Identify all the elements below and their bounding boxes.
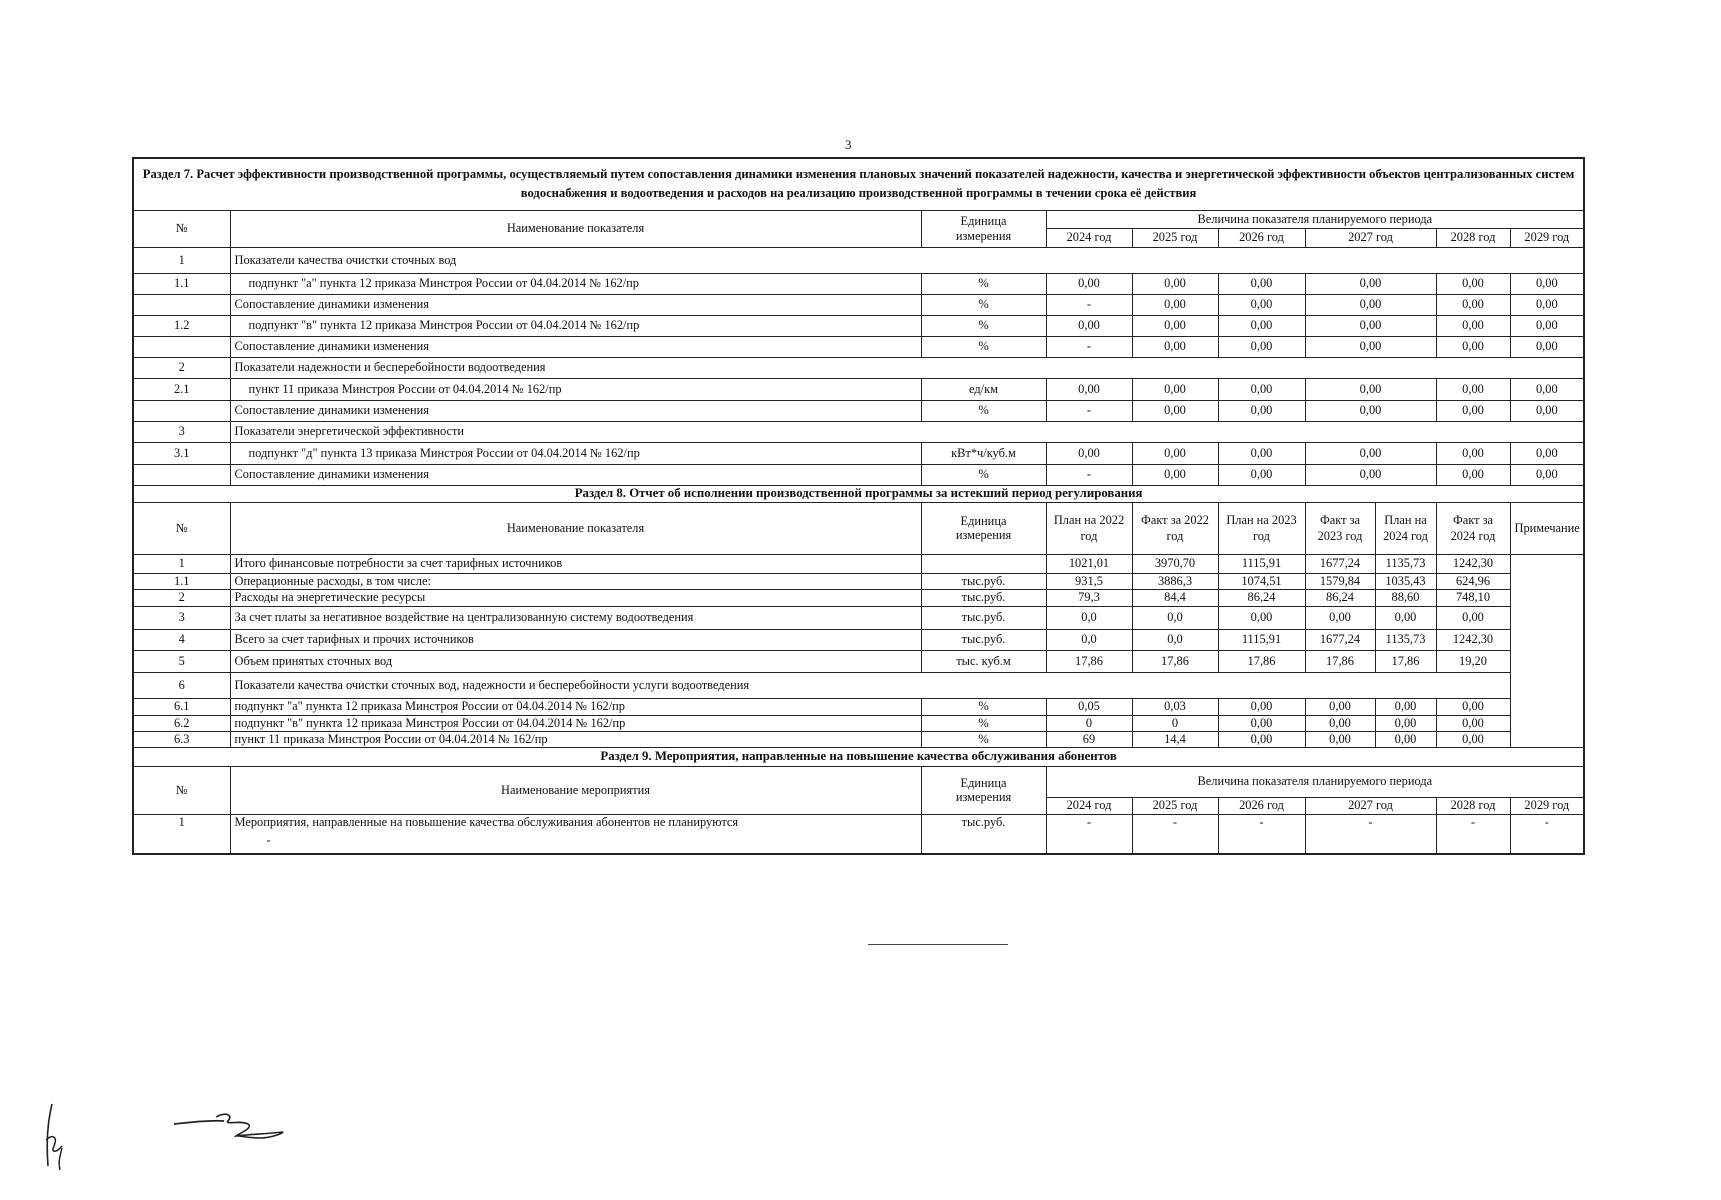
value-cell: 0,00 — [1218, 378, 1305, 400]
section7-group-row — [133, 357, 1584, 378]
value-cell: 0,00 — [1436, 315, 1510, 336]
value-cell: 931,5 — [1046, 573, 1132, 589]
section7-group-row — [133, 247, 1584, 273]
col-header-period: Величина показателя планируемого периода — [1046, 766, 1584, 797]
value-cell: 0,00 — [1046, 378, 1132, 400]
row-number: 1.2 — [133, 315, 230, 336]
col-header-period: Факт за 2022 год — [1132, 502, 1218, 554]
value-cell: 17,86 — [1305, 650, 1375, 672]
value-cell: 1115,91 — [1218, 554, 1305, 573]
unit: тыс.руб. — [921, 629, 1046, 650]
value-cell: 0,00 — [1305, 606, 1375, 629]
value-cell: 0,00 — [1046, 442, 1132, 464]
group-name: Показатели энергетической эффективности — [230, 421, 1584, 442]
indicator-name: Расходы на энергетические ресурсы — [230, 589, 921, 606]
indicator-name: подпункт "а" пункта 12 приказа Минстроя России от 04.04.2014 № 162/пр — [230, 698, 921, 715]
value-cell: 0,00 — [1218, 698, 1305, 715]
unit: тыс.руб. — [921, 814, 1046, 854]
value-cell: 0,00 — [1132, 315, 1218, 336]
row-number: 4 — [133, 629, 230, 650]
col-header-year: 2024 год — [1046, 797, 1132, 814]
group-name: Показатели качества очистки сточных вод, надежности и бесперебойности услуги водоотведения — [230, 672, 1510, 698]
measure-dash: - — [266, 832, 271, 847]
section9-title-row — [133, 747, 1584, 766]
value-cell: 0,0 — [1046, 629, 1132, 650]
col-header-year: 2024 год — [1046, 228, 1132, 247]
section9-header-row — [133, 766, 1584, 797]
header-line-1: Единица — [960, 513, 1007, 528]
col-header-year: 2025 год — [1132, 228, 1218, 247]
header-line-2: измерения — [955, 228, 1012, 243]
value-cell: 0,00 — [1436, 400, 1510, 421]
value-cell: 0,00 — [1218, 294, 1305, 315]
value-cell: 0,00 — [1132, 294, 1218, 315]
value-cell: 88,60 — [1375, 589, 1436, 606]
value-cell: 0,00 — [1305, 336, 1436, 357]
unit: % — [921, 715, 1046, 731]
value-cell: 0,00 — [1305, 400, 1436, 421]
section8-header-row — [133, 502, 1584, 554]
value-cell: 0,00 — [1218, 715, 1305, 731]
section9-data-row — [133, 814, 1584, 854]
value-cell: 1677,24 — [1305, 554, 1375, 573]
value-cell: 0,00 — [1132, 464, 1218, 485]
section7-header-row — [133, 210, 1584, 228]
row-number: 1 — [133, 814, 230, 854]
indicator-name: Всего за счет тарифных и прочих источников — [230, 629, 921, 650]
row-number: 1.1 — [133, 573, 230, 589]
header-line-2: измерения — [955, 790, 1012, 804]
col-header-num: № — [133, 502, 230, 554]
section8-data-row — [133, 554, 1584, 573]
value-cell: 0,00 — [1510, 442, 1584, 464]
unit — [921, 554, 1046, 573]
value-cell: 0 — [1046, 715, 1132, 731]
value-cell: 0,00 — [1510, 464, 1584, 485]
col-header-year: 2027 год — [1305, 797, 1436, 814]
indicator-name: Итого финансовые потребности за счет тарифных источников — [230, 554, 921, 573]
initials-mark — [38, 1100, 78, 1175]
header-line-2: измерения — [955, 528, 1012, 542]
col-header-year: 2027 год — [1305, 228, 1436, 247]
value-cell: 0,00 — [1305, 378, 1436, 400]
unit: ед/км — [921, 378, 1046, 400]
indicator-name: Сопоставление динамики изменения — [230, 464, 921, 485]
indicator-name: Сопоставление динамики изменения — [230, 336, 921, 357]
row-number — [133, 400, 230, 421]
col-header-name: Наименование показателя — [230, 502, 921, 554]
value-cell: 0,00 — [1436, 464, 1510, 485]
value-cell: 0,00 — [1436, 698, 1510, 715]
unit: % — [921, 273, 1046, 294]
value-cell: 0,00 — [1436, 336, 1510, 357]
section7-data-row — [133, 442, 1584, 464]
group-name: Показатели надежности и бесперебойности водоотведения — [230, 357, 1584, 378]
value-cell: 0,00 — [1436, 442, 1510, 464]
value-cell: 0,00 — [1218, 336, 1305, 357]
row-number: 5 — [133, 650, 230, 672]
col-header-period: Величина показателя планируемого периода — [1046, 210, 1584, 228]
col-header-period: Факт за 2024 год — [1436, 502, 1510, 554]
unit: % — [921, 400, 1046, 421]
value-cell: - — [1046, 336, 1132, 357]
section7-data-row — [133, 294, 1584, 315]
section7-title: Раздел 7. Расчет эффективности производственной программы, осуществляемый путем сопоставления динамики изменения плановых значений показателей надежности, качества и энергетической эффективности объектов централизованных систем водоснабжения и водоотведения и расходов на реализацию производственной программы в течении срока её действия — [133, 158, 1584, 210]
section8-data-row — [133, 606, 1584, 629]
measure-text: Мероприятия, направленные на повышение качества обслуживания абонентов не планируются — [234, 814, 739, 829]
row-number: 6.2 — [133, 715, 230, 731]
value-cell: - — [1218, 814, 1305, 854]
value-cell: 0,0 — [1132, 606, 1218, 629]
value-cell: 17,86 — [1046, 650, 1132, 672]
value-cell: 0,00 — [1132, 378, 1218, 400]
section8-group-row — [133, 672, 1584, 698]
value-cell: 0,00 — [1218, 731, 1305, 747]
value-cell: 624,96 — [1436, 573, 1510, 589]
value-cell: 0,00 — [1436, 273, 1510, 294]
value-cell: 1242,30 — [1436, 629, 1510, 650]
row-number: 6 — [133, 672, 230, 698]
value-cell: 84,4 — [1132, 589, 1218, 606]
section7-title-row — [133, 158, 1584, 210]
value-cell: 0,00 — [1305, 731, 1375, 747]
value-cell: 17,86 — [1132, 650, 1218, 672]
section7-data-row — [133, 273, 1584, 294]
unit: % — [921, 698, 1046, 715]
col-header-year: 2028 год — [1436, 797, 1510, 814]
value-cell: 0,00 — [1375, 731, 1436, 747]
value-cell: 86,24 — [1218, 589, 1305, 606]
value-cell: 69 — [1046, 731, 1132, 747]
value-cell: 0,00 — [1218, 400, 1305, 421]
value-cell: - — [1305, 814, 1436, 854]
value-cell: 1115,91 — [1218, 629, 1305, 650]
col-header-num: № — [133, 210, 230, 247]
report-table — [132, 157, 1585, 855]
indicator-name: пункт 11 приказа Минстроя России от 04.04.2014 № 162/пр — [230, 378, 921, 400]
unit: тыс.руб. — [921, 606, 1046, 629]
section9-title: Раздел 9. Мероприятия, направленные на повышение качества обслуживания абонентов — [133, 747, 1584, 766]
value-cell: 748,10 — [1436, 589, 1510, 606]
unit: % — [921, 464, 1046, 485]
col-header-year: 2029 год — [1510, 228, 1584, 247]
value-cell: 0,00 — [1375, 715, 1436, 731]
col-header-name: Наименование показателя — [230, 210, 921, 247]
value-cell: 0,05 — [1046, 698, 1132, 715]
section8-data-row — [133, 573, 1584, 589]
value-cell: 1035,43 — [1375, 573, 1436, 589]
indicator-name: Сопоставление динамики изменения — [230, 400, 921, 421]
value-cell: 1677,24 — [1305, 629, 1375, 650]
col-header-note: Примечание — [1510, 502, 1584, 554]
indicator-name: Объем принятых сточных вод — [230, 650, 921, 672]
row-number: 6.1 — [133, 698, 230, 715]
value-cell: 1135,73 — [1375, 554, 1436, 573]
indicator-name: За счет платы за негативное воздействие на централизованную систему водоотведения — [230, 606, 921, 629]
section8-data-row — [133, 629, 1584, 650]
col-header-year: 2025 год — [1132, 797, 1218, 814]
row-number: 1 — [133, 554, 230, 573]
report-table-body — [133, 158, 1584, 854]
section7-group-row — [133, 421, 1584, 442]
value-cell: 3886,3 — [1132, 573, 1218, 589]
value-cell: 3970,70 — [1132, 554, 1218, 573]
value-cell: 0,00 — [1436, 606, 1510, 629]
value-cell: 0,00 — [1436, 294, 1510, 315]
value-cell: 0,00 — [1046, 315, 1132, 336]
row-number: 1.1 — [133, 273, 230, 294]
value-cell: 0,00 — [1510, 273, 1584, 294]
col-header-period: План на 2022 год — [1046, 502, 1132, 554]
value-cell: - — [1510, 814, 1584, 854]
note-cell — [1510, 554, 1584, 747]
unit: тыс.руб. — [921, 573, 1046, 589]
value-cell: 0,00 — [1375, 698, 1436, 715]
value-cell: 0,00 — [1510, 315, 1584, 336]
row-number: 3.1 — [133, 442, 230, 464]
indicator-name: Операционные расходы, в том числе: — [230, 573, 921, 589]
value-cell: 1242,30 — [1436, 554, 1510, 573]
section8-data-row — [133, 589, 1584, 606]
unit: % — [921, 336, 1046, 357]
section8-data-row — [133, 731, 1584, 747]
value-cell: 0,00 — [1510, 378, 1584, 400]
section7-data-row — [133, 336, 1584, 357]
row-number: 2 — [133, 357, 230, 378]
col-header-num: № — [133, 766, 230, 814]
col-header-period: Факт за 2023 год — [1305, 502, 1375, 554]
measure-name — [230, 814, 921, 854]
value-cell: 0,00 — [1218, 442, 1305, 464]
indicator-name: подпункт "д" пункта 13 приказа Минстроя России от 04.04.2014 № 162/пр — [230, 442, 921, 464]
indicator-name: подпункт "в" пункта 12 приказа Минстроя России от 04.04.2014 № 162/пр — [230, 715, 921, 731]
indicator-name: пункт 11 приказа Минстроя России от 04.04.2014 № 162/пр — [230, 731, 921, 747]
col-header-year: 2029 год — [1510, 797, 1584, 814]
value-cell: 0 — [1132, 715, 1218, 731]
section8-data-row — [133, 650, 1584, 672]
value-cell: 0,0 — [1046, 606, 1132, 629]
unit: тыс.руб. — [921, 589, 1046, 606]
value-cell: 0,00 — [1132, 273, 1218, 294]
value-cell: 0,00 — [1046, 273, 1132, 294]
value-cell: 14,4 — [1132, 731, 1218, 747]
value-cell: 0,0 — [1132, 629, 1218, 650]
row-number — [133, 294, 230, 315]
unit: кВт*ч/куб.м — [921, 442, 1046, 464]
value-cell: 0,00 — [1218, 464, 1305, 485]
value-cell: 1074,51 — [1218, 573, 1305, 589]
value-cell: 0,00 — [1305, 294, 1436, 315]
value-cell: 17,86 — [1218, 650, 1305, 672]
section8-title-row — [133, 485, 1584, 502]
row-number: 6.3 — [133, 731, 230, 747]
col-header-unit — [921, 502, 1046, 554]
page-number: 3 — [845, 137, 852, 152]
value-cell: 0,00 — [1436, 715, 1510, 731]
row-number: 1 — [133, 247, 230, 273]
value-cell: - — [1132, 814, 1218, 854]
col-header-year: 2026 год — [1218, 228, 1305, 247]
value-cell: 0,00 — [1305, 442, 1436, 464]
section7-data-row — [133, 464, 1584, 485]
value-cell: 1135,73 — [1375, 629, 1436, 650]
row-number: 2 — [133, 589, 230, 606]
value-cell: 0,00 — [1436, 731, 1510, 747]
value-cell: 17,86 — [1375, 650, 1436, 672]
value-cell: 0,00 — [1305, 698, 1375, 715]
value-cell: - — [1046, 464, 1132, 485]
indicator-name: подпункт "в" пункта 12 приказа Минстроя России от 04.04.2014 № 162/пр — [230, 315, 921, 336]
col-header-year: 2026 год — [1218, 797, 1305, 814]
value-cell: 19,20 — [1436, 650, 1510, 672]
group-name: Показатели качества очистки сточных вод — [230, 247, 1584, 273]
col-header-unit — [921, 210, 1046, 247]
value-cell: 0,00 — [1375, 606, 1436, 629]
value-cell: 1579,84 — [1305, 573, 1375, 589]
section8-title: Раздел 8. Отчет об исполнении производственной программы за истекший период регулирования — [133, 485, 1584, 502]
col-header-name: Наименование мероприятия — [230, 766, 921, 814]
value-cell: - — [1436, 814, 1510, 854]
section7-data-row — [133, 400, 1584, 421]
col-header-unit — [921, 766, 1046, 814]
indicator-name: подпункт "а" пункта 12 приказа Минстроя России от 04.04.2014 № 162/пр — [230, 273, 921, 294]
value-cell: 86,24 — [1305, 589, 1375, 606]
section7-data-row — [133, 315, 1584, 336]
row-number: 3 — [133, 606, 230, 629]
value-cell: 0,00 — [1218, 315, 1305, 336]
signature — [172, 1108, 292, 1148]
value-cell: 0,00 — [1132, 336, 1218, 357]
unit: % — [921, 731, 1046, 747]
section8-data-row — [133, 715, 1584, 731]
value-cell: 0,00 — [1305, 464, 1436, 485]
indicator-name: Сопоставление динамики изменения — [230, 294, 921, 315]
value-cell: 0,00 — [1132, 442, 1218, 464]
row-number: 3 — [133, 421, 230, 442]
value-cell: - — [1046, 294, 1132, 315]
col-header-period: План на 2024 год — [1375, 502, 1436, 554]
separator-line — [868, 944, 1008, 945]
row-number — [133, 336, 230, 357]
value-cell: 0,00 — [1218, 273, 1305, 294]
value-cell: 0,00 — [1305, 315, 1436, 336]
unit: тыс. куб.м — [921, 650, 1046, 672]
col-header-period: План на 2023 год — [1218, 502, 1305, 554]
value-cell: 0,00 — [1132, 400, 1218, 421]
header-line-1: Единица — [960, 214, 1007, 229]
row-number: 2.1 — [133, 378, 230, 400]
value-cell: - — [1046, 400, 1132, 421]
value-cell: 0,03 — [1132, 698, 1218, 715]
value-cell: 0,00 — [1510, 294, 1584, 315]
unit: % — [921, 315, 1046, 336]
value-cell: 79,3 — [1046, 589, 1132, 606]
value-cell: 0,00 — [1305, 273, 1436, 294]
value-cell: 0,00 — [1436, 378, 1510, 400]
value-cell: 0,00 — [1510, 400, 1584, 421]
value-cell: 0,00 — [1218, 606, 1305, 629]
row-number — [133, 464, 230, 485]
col-header-year: 2028 год — [1436, 228, 1510, 247]
value-cell: 0,00 — [1510, 336, 1584, 357]
value-cell: 0,00 — [1305, 715, 1375, 731]
value-cell: - — [1046, 814, 1132, 854]
unit: % — [921, 294, 1046, 315]
section8-data-row — [133, 698, 1584, 715]
value-cell: 1021,01 — [1046, 554, 1132, 573]
section7-data-row — [133, 378, 1584, 400]
header-line-1: Единица — [960, 775, 1007, 790]
